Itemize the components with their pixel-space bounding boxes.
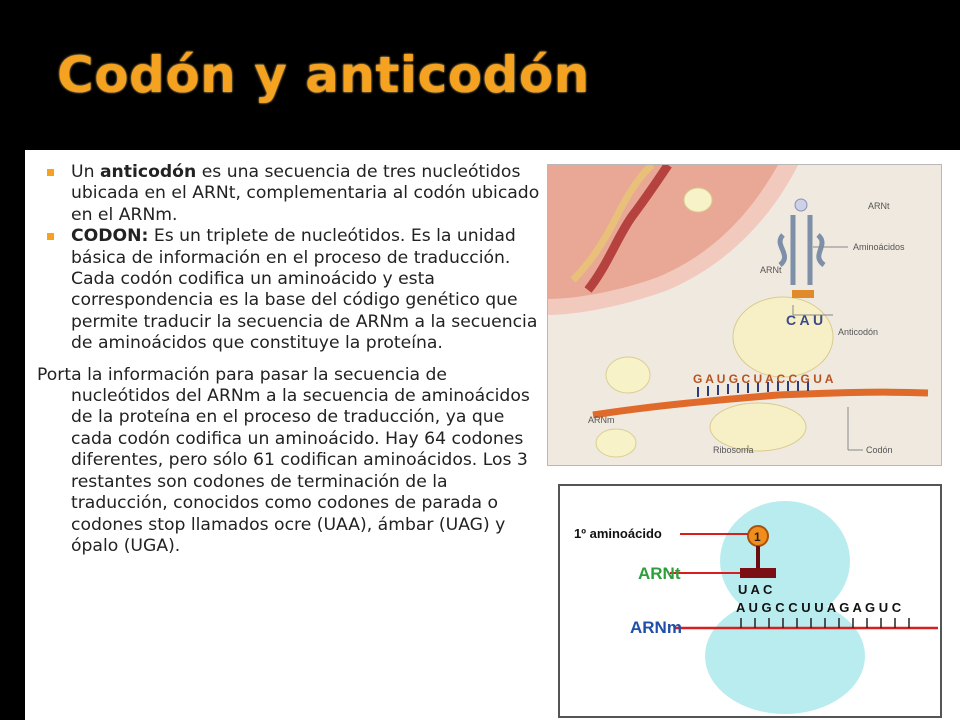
ribosome-small xyxy=(710,403,806,451)
bullet-marker xyxy=(47,169,54,176)
slide-content xyxy=(25,150,960,720)
amino-acid-bead xyxy=(795,199,807,211)
label-arnt-mid: ARNt xyxy=(760,265,782,275)
codon-svg xyxy=(560,486,940,716)
bullet-term: CODON: xyxy=(71,226,149,247)
body-paragraph: Porta la información para pasar la secuencia de nucleótidos del ARNm a la secuencia de aminoácidos de la proteína en el proceso de traducción, ya que cada codón codifica un aminoácido. Hay 64 codones diferentes, pero sólo 61 codifican aminoácidos. Los 3 restantes son codones de terminación de la traducción, conocidos como codones de parada o codones stop llamados ocre (UAA), ámbar (UAG) y ópalo (UGA). xyxy=(37,364,530,556)
ribosome-large xyxy=(733,297,833,377)
bullet-text-before: Un xyxy=(71,162,100,182)
label-anticodon-letters: C A U xyxy=(786,312,824,328)
label-ribosoma: Ribosoma xyxy=(713,445,754,455)
ribosome-small-subunit xyxy=(705,598,865,714)
text-column xyxy=(37,162,542,557)
translation-svg xyxy=(548,165,941,465)
label-arnt: ARNt xyxy=(638,564,681,583)
label-codon: Codón xyxy=(866,445,893,455)
label-first-amino: 1º aminoácido xyxy=(574,526,662,541)
amino-acid-number: 1 xyxy=(754,530,761,544)
ribosome-blob xyxy=(596,429,636,457)
bullet-codon xyxy=(37,226,542,354)
bullet-marker xyxy=(47,233,54,240)
anticodon-block xyxy=(792,290,814,298)
bullet-term: anticodón xyxy=(99,162,197,182)
label-arnm: ARNm xyxy=(630,618,682,637)
label-aminoacidos: Aminoácidos xyxy=(853,242,905,252)
label-mrna-sequence: G A U G C U A C C G U A xyxy=(693,372,834,386)
mrna-sequence: A U G C C U U A G A G U C xyxy=(736,600,902,615)
bullet-anticodon xyxy=(37,162,542,226)
codon-anticodon-diagram xyxy=(558,484,942,718)
ribosome-blob xyxy=(606,357,650,393)
label-anticodon: Anticodón xyxy=(838,327,879,337)
bullet-text-after: es una secuencia de tres nucleótidos ubicada en el ARNt, complementaria al codón ubicado en el ARNm. xyxy=(71,162,540,225)
label-arnt-top: ARNt xyxy=(868,201,890,211)
trna-body xyxy=(740,568,776,578)
title-bar xyxy=(0,0,960,150)
ribosome-blob xyxy=(684,188,712,212)
bullet-text-after: Es un triplete de nucleótidos. Es la unidad básica de información en el proceso de traducción. Cada codón codifica un aminoácido y esta correspondencia es la base del código genético que permite traducir la secuencia de ARNm a la secuencia de aminoácidos que constituye la proteína. xyxy=(71,226,538,354)
anticodon-sequence: U A C xyxy=(738,582,773,597)
translation-illustration xyxy=(547,164,942,466)
slide-title: Codón y anticodón xyxy=(57,46,590,104)
label-arnm: ARNm xyxy=(588,415,615,425)
